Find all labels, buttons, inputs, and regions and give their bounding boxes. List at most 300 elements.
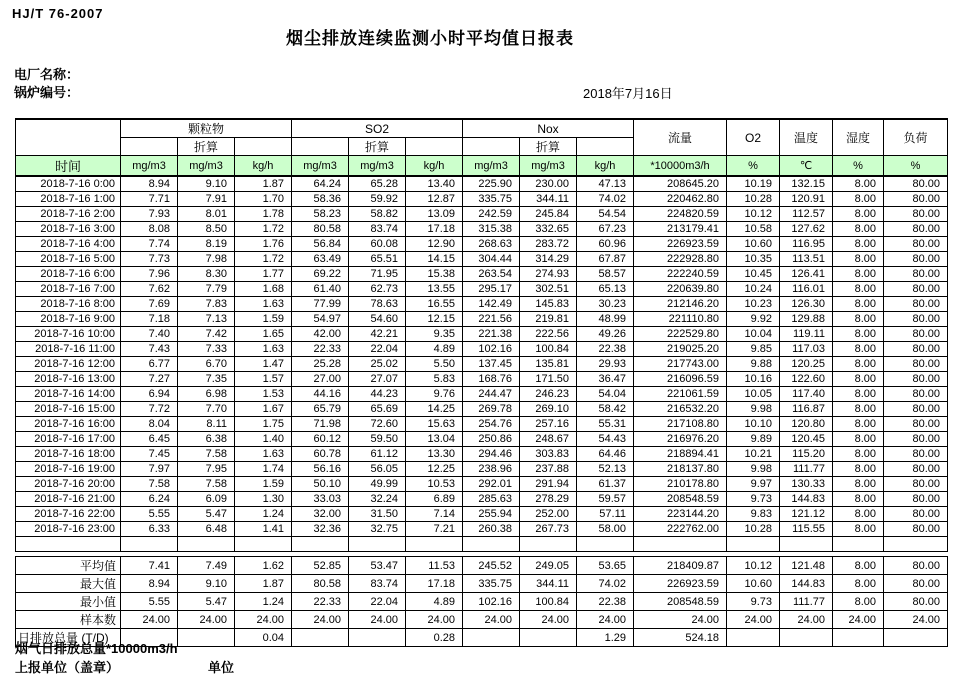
- value-cell: 69.22: [292, 267, 349, 282]
- value-cell: 221.56: [463, 312, 520, 327]
- value-cell: 213179.41: [634, 222, 727, 237]
- value-cell: 22.33: [292, 342, 349, 357]
- table-row: [16, 432, 948, 447]
- value-cell: 49.26: [577, 327, 634, 342]
- value-cell: 218894.41: [634, 447, 727, 462]
- value-cell: 255.94: [463, 507, 520, 522]
- plant-name-label: 电厂名称：: [14, 67, 80, 82]
- value-cell: 65.28: [349, 176, 406, 192]
- value-cell: 126.41: [780, 267, 833, 282]
- value-cell: 7.98: [178, 252, 235, 267]
- value-cell: 7.13: [178, 312, 235, 327]
- value-cell: 6.38: [178, 432, 235, 447]
- unit-header-5: kg/h: [406, 156, 463, 177]
- value-cell: 61.37: [577, 477, 634, 492]
- time-header-spacer: [16, 119, 121, 156]
- value-cell: 44.16: [292, 387, 349, 402]
- value-cell: 60.96: [577, 237, 634, 252]
- value-cell: 222762.00: [634, 522, 727, 537]
- value-cell: 80.00: [884, 387, 948, 402]
- value-cell: 221110.80: [634, 312, 727, 327]
- value-cell: 314.29: [520, 252, 577, 267]
- value-cell: 33.03: [292, 492, 349, 507]
- summary-value-cell: 121.48: [780, 557, 833, 575]
- value-cell: 6.77: [121, 357, 178, 372]
- value-cell: 144.83: [780, 492, 833, 507]
- value-cell: 132.15: [780, 176, 833, 192]
- value-cell: 113.51: [780, 252, 833, 267]
- value-cell: 10.45: [727, 267, 780, 282]
- value-cell: 9.85: [727, 342, 780, 357]
- value-cell: 80.00: [884, 176, 948, 192]
- value-cell: 1.47: [235, 357, 292, 372]
- daily-total-value-cell: [292, 629, 349, 647]
- summary-label: 最小值: [16, 593, 121, 611]
- value-cell: 219.81: [520, 312, 577, 327]
- blank-cell: [833, 537, 884, 552]
- value-cell: 142.49: [463, 297, 520, 312]
- value-cell: 7.62: [121, 282, 178, 297]
- value-cell: 42.00: [292, 327, 349, 342]
- value-cell: 12.15: [406, 312, 463, 327]
- table-row: [16, 477, 948, 492]
- daily-total-value-cell: [349, 629, 406, 647]
- table-row: [16, 342, 948, 357]
- value-cell: 54.04: [577, 387, 634, 402]
- value-cell: 115.20: [780, 447, 833, 462]
- value-cell: 7.97: [121, 462, 178, 477]
- table-row: [16, 282, 948, 297]
- value-cell: 7.58: [121, 477, 178, 492]
- value-cell: 315.38: [463, 222, 520, 237]
- value-cell: 8.00: [833, 522, 884, 537]
- value-cell: 10.28: [727, 522, 780, 537]
- summary-row: [16, 593, 948, 611]
- summary-value-cell: 24.00: [833, 611, 884, 629]
- summary-value-cell: 22.04: [349, 593, 406, 611]
- group-humidity: 湿度: [833, 119, 884, 156]
- table-row: [16, 327, 948, 342]
- value-cell: 208645.20: [634, 176, 727, 192]
- value-cell: 10.58: [727, 222, 780, 237]
- table-row: [16, 492, 948, 507]
- value-cell: 10.60: [727, 237, 780, 252]
- value-cell: 294.46: [463, 447, 520, 462]
- summary-label: 最大值: [16, 575, 121, 593]
- time-cell: 2018-7-16 12:00: [16, 357, 121, 372]
- value-cell: 7.40: [121, 327, 178, 342]
- table-row: [16, 312, 948, 327]
- daily-total-value-cell: [780, 629, 833, 647]
- value-cell: 7.42: [178, 327, 235, 342]
- value-cell: 8.00: [833, 372, 884, 387]
- value-cell: 9.89: [727, 432, 780, 447]
- value-cell: 130.33: [780, 477, 833, 492]
- blank-cell: [780, 537, 833, 552]
- value-cell: 1.63: [235, 297, 292, 312]
- value-cell: 80.00: [884, 417, 948, 432]
- value-cell: 8.04: [121, 417, 178, 432]
- summary-value-cell: 24.00: [349, 611, 406, 629]
- value-cell: 80.00: [884, 282, 948, 297]
- value-cell: 14.25: [406, 402, 463, 417]
- value-cell: 80.00: [884, 192, 948, 207]
- value-cell: 126.30: [780, 297, 833, 312]
- header-units-row: [16, 156, 948, 177]
- value-cell: 222529.80: [634, 327, 727, 342]
- value-cell: 145.83: [520, 297, 577, 312]
- value-cell: 8.00: [833, 417, 884, 432]
- summary-value-cell: 80.00: [884, 575, 948, 593]
- value-cell: 9.83: [727, 507, 780, 522]
- daily-total-value-cell: 0.28: [406, 629, 463, 647]
- value-cell: 263.54: [463, 267, 520, 282]
- value-cell: 80.00: [884, 492, 948, 507]
- value-cell: 9.97: [727, 477, 780, 492]
- time-cell: 2018-7-16 7:00: [16, 282, 121, 297]
- value-cell: 1.63: [235, 342, 292, 357]
- summary-value-cell: 1.24: [235, 593, 292, 611]
- group-load: 负荷: [884, 119, 948, 156]
- blank-cell: [178, 537, 235, 552]
- value-cell: 67.23: [577, 222, 634, 237]
- blank-cell: [406, 138, 463, 156]
- value-cell: 225.90: [463, 176, 520, 192]
- value-cell: 129.88: [780, 312, 833, 327]
- value-cell: 8.00: [833, 312, 884, 327]
- value-cell: 5.47: [178, 507, 235, 522]
- value-cell: 223144.20: [634, 507, 727, 522]
- value-cell: 216532.20: [634, 402, 727, 417]
- time-cell: 2018-7-16 6:00: [16, 267, 121, 282]
- value-cell: 302.51: [520, 282, 577, 297]
- value-cell: 1.75: [235, 417, 292, 432]
- value-cell: 102.16: [463, 342, 520, 357]
- time-cell: 2018-7-16 23:00: [16, 522, 121, 537]
- value-cell: 8.00: [833, 492, 884, 507]
- value-cell: 292.01: [463, 477, 520, 492]
- value-cell: 111.77: [780, 462, 833, 477]
- summary-value-cell: 17.18: [406, 575, 463, 593]
- value-cell: 56.84: [292, 237, 349, 252]
- value-cell: 10.28: [727, 192, 780, 207]
- value-cell: 8.30: [178, 267, 235, 282]
- value-cell: 7.58: [178, 447, 235, 462]
- value-cell: 15.38: [406, 267, 463, 282]
- summary-value-cell: 8.94: [121, 575, 178, 593]
- value-cell: 7.27: [121, 372, 178, 387]
- value-cell: 32.75: [349, 522, 406, 537]
- value-cell: 216096.59: [634, 372, 727, 387]
- unit-header-7: mg/m3: [520, 156, 577, 177]
- value-cell: 10.16: [727, 372, 780, 387]
- value-cell: 72.60: [349, 417, 406, 432]
- summary-value-cell: 7.49: [178, 557, 235, 575]
- value-cell: 220639.80: [634, 282, 727, 297]
- value-cell: 59.92: [349, 192, 406, 207]
- value-cell: 80.00: [884, 267, 948, 282]
- value-cell: 64.46: [577, 447, 634, 462]
- value-cell: 63.49: [292, 252, 349, 267]
- summary-value-cell: 24.00: [884, 611, 948, 629]
- value-cell: 244.47: [463, 387, 520, 402]
- value-cell: 122.60: [780, 372, 833, 387]
- summary-value-cell: 111.77: [780, 593, 833, 611]
- value-cell: 116.01: [780, 282, 833, 297]
- value-cell: 10.19: [727, 176, 780, 192]
- value-cell: 283.72: [520, 237, 577, 252]
- value-cell: 7.79: [178, 282, 235, 297]
- value-cell: 42.21: [349, 327, 406, 342]
- value-cell: 5.83: [406, 372, 463, 387]
- value-cell: 121.12: [780, 507, 833, 522]
- value-cell: 260.38: [463, 522, 520, 537]
- value-cell: 250.86: [463, 432, 520, 447]
- value-cell: 54.60: [349, 312, 406, 327]
- summary-value-cell: 249.05: [520, 557, 577, 575]
- value-cell: 65.79: [292, 402, 349, 417]
- value-cell: 7.72: [121, 402, 178, 417]
- value-cell: 48.99: [577, 312, 634, 327]
- table-row: [16, 207, 948, 222]
- time-cell: 2018-7-16 5:00: [16, 252, 121, 267]
- value-cell: 59.50: [349, 432, 406, 447]
- summary-value-cell: 24.00: [406, 611, 463, 629]
- value-cell: 36.47: [577, 372, 634, 387]
- value-cell: 80.58: [292, 222, 349, 237]
- time-cell: 2018-7-16 14:00: [16, 387, 121, 402]
- unit-header-9: *10000m3/h: [634, 156, 727, 177]
- value-cell: 80.00: [884, 327, 948, 342]
- time-cell: 2018-7-16 21:00: [16, 492, 121, 507]
- summary-value-cell: 80.58: [292, 575, 349, 593]
- value-cell: 6.33: [121, 522, 178, 537]
- value-cell: 1.59: [235, 312, 292, 327]
- time-cell: 2018-7-16 15:00: [16, 402, 121, 417]
- summary-value-cell: 4.89: [406, 593, 463, 611]
- table-row: [16, 462, 948, 477]
- value-cell: 9.92: [727, 312, 780, 327]
- unit-header-8: kg/h: [577, 156, 634, 177]
- unit-header-10: %: [727, 156, 780, 177]
- group-so2: SO2: [292, 119, 463, 138]
- table-row: [16, 447, 948, 462]
- value-cell: 10.05: [727, 387, 780, 402]
- value-cell: 257.16: [520, 417, 577, 432]
- value-cell: 1.67: [235, 402, 292, 417]
- blank-cell: [16, 537, 121, 552]
- value-cell: 74.02: [577, 192, 634, 207]
- value-cell: 7.43: [121, 342, 178, 357]
- value-cell: 10.35: [727, 252, 780, 267]
- value-cell: 80.00: [884, 252, 948, 267]
- value-cell: 1.63: [235, 447, 292, 462]
- value-cell: 58.23: [292, 207, 349, 222]
- time-cell: 2018-7-16 8:00: [16, 297, 121, 312]
- time-cell: 2018-7-16 10:00: [16, 327, 121, 342]
- value-cell: 120.91: [780, 192, 833, 207]
- value-cell: 10.21: [727, 447, 780, 462]
- value-cell: 217743.00: [634, 357, 727, 372]
- value-cell: 7.21: [406, 522, 463, 537]
- value-cell: 1.40: [235, 432, 292, 447]
- value-cell: 80.00: [884, 357, 948, 372]
- blank-cell: [727, 537, 780, 552]
- value-cell: 6.89: [406, 492, 463, 507]
- value-cell: 9.88: [727, 357, 780, 372]
- unit-label: 单位: [208, 660, 235, 675]
- value-cell: 80.00: [884, 462, 948, 477]
- value-cell: 8.00: [833, 297, 884, 312]
- summary-value-cell: 144.83: [780, 575, 833, 593]
- blank-cell: [634, 537, 727, 552]
- value-cell: 237.88: [520, 462, 577, 477]
- value-cell: 27.07: [349, 372, 406, 387]
- blank-cell: [463, 537, 520, 552]
- value-cell: 65.69: [349, 402, 406, 417]
- summary-value-cell: 10.60: [727, 575, 780, 593]
- value-cell: 224820.59: [634, 207, 727, 222]
- value-cell: 1.24: [235, 507, 292, 522]
- value-cell: 1.59: [235, 477, 292, 492]
- value-cell: 47.13: [577, 176, 634, 192]
- value-cell: 116.87: [780, 402, 833, 417]
- summary-value-cell: 52.85: [292, 557, 349, 575]
- value-cell: 83.74: [349, 222, 406, 237]
- value-cell: 1.57: [235, 372, 292, 387]
- value-cell: 120.45: [780, 432, 833, 447]
- value-cell: 210178.80: [634, 477, 727, 492]
- group-temperature: 温度: [780, 119, 833, 156]
- summary-value-cell: 22.38: [577, 593, 634, 611]
- value-cell: 16.55: [406, 297, 463, 312]
- summary-value-cell: 218409.87: [634, 557, 727, 575]
- value-cell: 252.00: [520, 507, 577, 522]
- value-cell: 80.00: [884, 342, 948, 357]
- value-cell: 6.45: [121, 432, 178, 447]
- blank-cell: [577, 537, 634, 552]
- blank-cell: [121, 138, 178, 156]
- value-cell: 10.10: [727, 417, 780, 432]
- value-cell: 7.70: [178, 402, 235, 417]
- summary-value-cell: 80.00: [884, 557, 948, 575]
- value-cell: 332.65: [520, 222, 577, 237]
- value-cell: 5.50: [406, 357, 463, 372]
- table-row: [16, 237, 948, 252]
- summary-value-cell: 53.47: [349, 557, 406, 575]
- value-cell: 217108.80: [634, 417, 727, 432]
- summary-value-cell: 8.00: [833, 575, 884, 593]
- value-cell: 268.63: [463, 237, 520, 252]
- value-cell: 1.74: [235, 462, 292, 477]
- value-cell: 285.63: [463, 492, 520, 507]
- value-cell: 8.00: [833, 477, 884, 492]
- value-cell: 222928.80: [634, 252, 727, 267]
- value-cell: 7.91: [178, 192, 235, 207]
- table-row: [16, 507, 948, 522]
- group-nox: Nox: [463, 119, 634, 138]
- value-cell: 57.11: [577, 507, 634, 522]
- value-cell: 127.62: [780, 222, 833, 237]
- value-cell: 1.53: [235, 387, 292, 402]
- value-cell: 17.18: [406, 222, 463, 237]
- value-cell: 30.23: [577, 297, 634, 312]
- value-cell: 8.00: [833, 402, 884, 417]
- time-cell: 2018-7-16 1:00: [16, 192, 121, 207]
- blank-cell: [349, 537, 406, 552]
- value-cell: 7.73: [121, 252, 178, 267]
- table-row: [16, 387, 948, 402]
- value-cell: 115.55: [780, 522, 833, 537]
- value-cell: 1.72: [235, 252, 292, 267]
- value-cell: 13.40: [406, 176, 463, 192]
- time-cell: 2018-7-16 11:00: [16, 342, 121, 357]
- time-cell: 2018-7-16 20:00: [16, 477, 121, 492]
- value-cell: 112.57: [780, 207, 833, 222]
- value-cell: 254.76: [463, 417, 520, 432]
- value-cell: 221061.59: [634, 387, 727, 402]
- value-cell: 278.29: [520, 492, 577, 507]
- unit-header-12: %: [833, 156, 884, 177]
- report-unit-label: 上报单位（盖章）: [15, 660, 120, 675]
- value-cell: 8.00: [833, 192, 884, 207]
- value-cell: 58.00: [577, 522, 634, 537]
- summary-value-cell: 11.53: [406, 557, 463, 575]
- value-cell: 116.95: [780, 237, 833, 252]
- value-cell: 135.81: [520, 357, 577, 372]
- blank-cell: [292, 138, 349, 156]
- value-cell: 54.54: [577, 207, 634, 222]
- value-cell: 6.24: [121, 492, 178, 507]
- value-cell: 7.95: [178, 462, 235, 477]
- summary-value-cell: 100.84: [520, 593, 577, 611]
- summary-value-cell: 24.00: [178, 611, 235, 629]
- summary-value-cell: 24.00: [520, 611, 577, 629]
- value-cell: 7.74: [121, 237, 178, 252]
- value-cell: 267.73: [520, 522, 577, 537]
- value-cell: 59.57: [577, 492, 634, 507]
- group-o2: O2: [727, 119, 780, 156]
- summary-value-cell: 53.65: [577, 557, 634, 575]
- value-cell: 52.13: [577, 462, 634, 477]
- value-cell: 8.00: [833, 447, 884, 462]
- blank-row: [16, 537, 948, 552]
- value-cell: 32.36: [292, 522, 349, 537]
- report-date: 2018年7月16日: [583, 86, 673, 101]
- value-cell: 8.01: [178, 207, 235, 222]
- value-cell: 1.78: [235, 207, 292, 222]
- summary-value-cell: 10.12: [727, 557, 780, 575]
- value-cell: 7.71: [121, 192, 178, 207]
- value-cell: 7.83: [178, 297, 235, 312]
- value-cell: 7.58: [178, 477, 235, 492]
- value-cell: 119.11: [780, 327, 833, 342]
- value-cell: 8.08: [121, 222, 178, 237]
- group-particulate: 颗粒物: [121, 119, 292, 138]
- summary-value-cell: 8.00: [833, 557, 884, 575]
- table-row: [16, 522, 948, 537]
- summary-value-cell: 8.00: [833, 593, 884, 611]
- value-cell: 1.68: [235, 282, 292, 297]
- value-cell: 65.51: [349, 252, 406, 267]
- value-cell: 269.10: [520, 402, 577, 417]
- daily-total-value-cell: [884, 629, 948, 647]
- time-cell: 2018-7-16 2:00: [16, 207, 121, 222]
- value-cell: 58.82: [349, 207, 406, 222]
- value-cell: 10.23: [727, 297, 780, 312]
- value-cell: 80.00: [884, 222, 948, 237]
- value-cell: 246.23: [520, 387, 577, 402]
